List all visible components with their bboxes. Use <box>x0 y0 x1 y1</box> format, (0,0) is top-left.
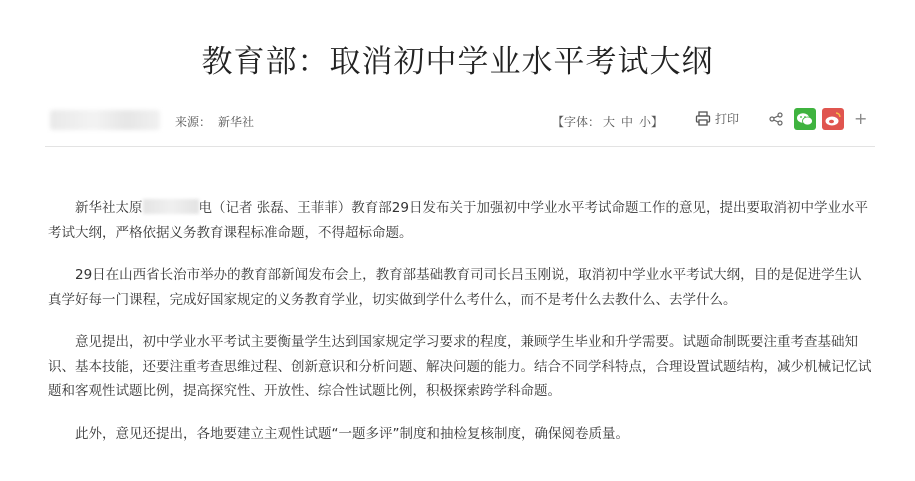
paragraph-2: 29日在山西省长治市举办的教育部新闻发布会上，教育部基础教育司司长吕玉刚说，取消初中学业水平考试大纲，目的是促进学生认真学好每一门课程，完成好国家规定的义务教育学业，切实做到学什么考什么，而不是考什么去教什么、去学什么。 <box>48 267 862 308</box>
paragraph-1 <box>48 196 872 245</box>
weibo-share-button[interactable] <box>822 108 844 130</box>
weibo-icon <box>822 108 844 130</box>
blurred-date <box>50 110 160 130</box>
paragraph-3: 意见提出，初中学业水平考试主要衡量学生达到国家规定学习要求的程度，兼顾学生毕业和升学需要。试题命制既要注重考查基础知识、基本技能，还要注重考查思维过程、创新意识和分析问题、解决问题的能力。结合不同学科特点，合理设置试题结构，减少机械记忆试题和客观性试题比例，提高探究性、开放性、综合性试题比例，积极探索跨学科命题。 <box>48 334 872 399</box>
font-medium-button[interactable]: 中 <box>621 115 634 129</box>
article-title: 教育部：取消初中学业水平考试大纲 <box>201 44 714 80</box>
source-value: 新华社 <box>218 115 255 129</box>
header-divider <box>45 146 875 147</box>
paragraph-1-rest: 电（记者 张磊、王菲菲）教育部29日发布关于加强初中学业水平考试命题工作的意见，提出要取消初中学业水平考试大纲，严格依据义务教育课程标准命题，不得超标命题。 <box>48 200 868 241</box>
paragraph-4: 此外，意见还提出，各地要建立主观性试题“一题多评”制度和抽检复核制度，确保阅卷质量。 <box>75 425 629 442</box>
wechat-share-button[interactable] <box>794 108 816 130</box>
more-share-button[interactable]: + <box>854 109 868 128</box>
font-size-label: 【字体： <box>552 115 601 129</box>
share-icon[interactable] <box>769 112 783 126</box>
article-meta-bar <box>0 108 915 134</box>
print-label: 打印 <box>715 112 740 126</box>
redacted-date <box>143 199 199 214</box>
printer-icon <box>695 111 711 127</box>
font-small-button[interactable]: 小】 <box>639 115 664 129</box>
wechat-icon <box>794 108 816 130</box>
paragraph-1-start: 新华社太原 <box>75 200 143 216</box>
article-body <box>48 196 872 464</box>
source-label: 来源： <box>175 115 212 129</box>
print-button[interactable] <box>695 110 739 127</box>
font-size-control <box>552 113 666 130</box>
font-large-button[interactable]: 大 <box>603 115 616 129</box>
